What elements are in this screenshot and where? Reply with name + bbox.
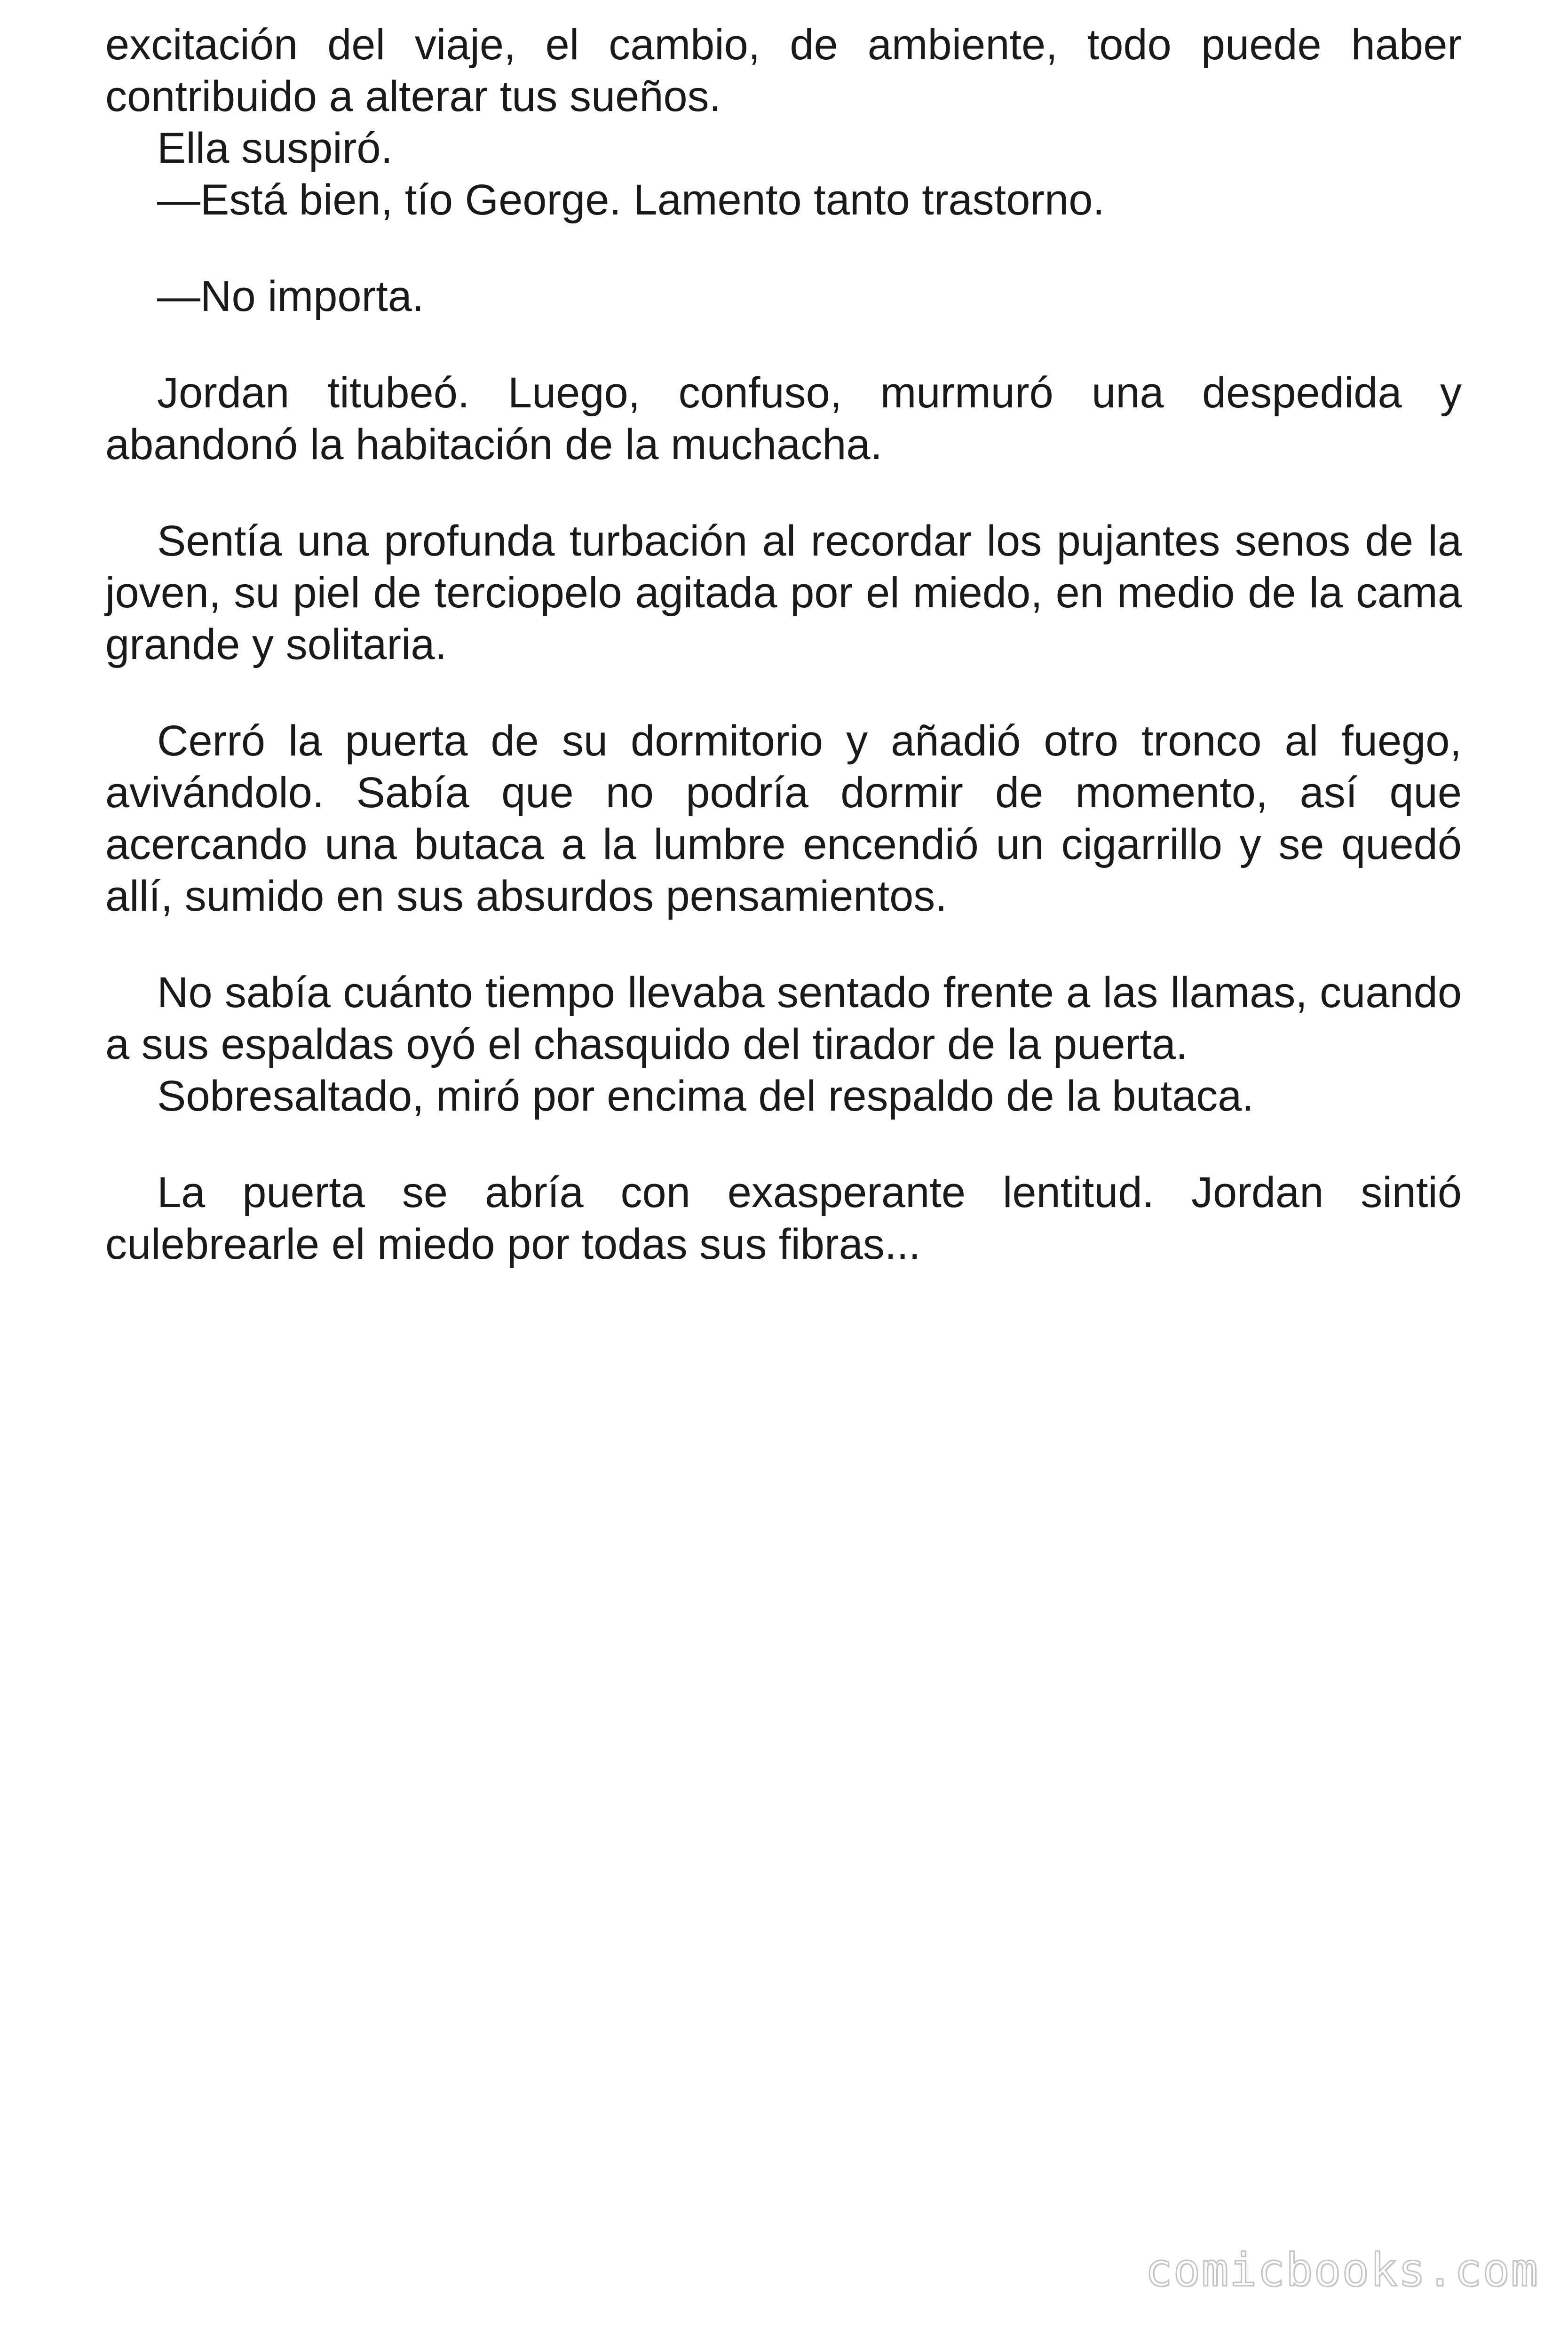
watermark-logo: comicbooks.com (1145, 2244, 1539, 2296)
paragraph: No sabía cuánto tiempo llevaba sentado frente a las llamas, cuando a sus espaldas oyó el chasquido del tirador de la puerta. (105, 969, 1462, 1068)
paragraph: La puerta se abría con exasperante lentitud. Jordan sintió culebrearle el miedo por todas sus fibras... (105, 1168, 1462, 1268)
page-body (105, 19, 1462, 1270)
paragraph: Cerró la puerta de su dormitorio y añadió otro tronco al fuego, avivándolo. Sabía que no podría dormir de momento, así que acercando una butaca a la lumbre encendió un cigarrillo y se quedó allí, sumido en sus absurdos pensamientos. (105, 717, 1462, 920)
paragraph: Sentía una profunda turbación al recordar los pujantes senos de la joven, su piel de terciopelo agitada por el miedo, en medio de la cama grande y solitaria. (105, 517, 1462, 668)
paragraph: Jordan titubeó. Luego, confuso, murmuró una despedida y abandonó la habitación de la muchacha. (105, 369, 1462, 469)
paragraph: excitación del viaje, el cambio, de ambiente, todo puede haber contribuido a alterar tus sueños. (105, 21, 1462, 120)
paragraph: Ella suspiró. (157, 124, 393, 172)
paragraph: —Está bien, tío George. Lamento tanto trastorno. (157, 176, 1105, 224)
paragraph: Sobresaltado, miró por encima del respaldo de la butaca. (157, 1072, 1254, 1120)
paragraph: —No importa. (157, 272, 424, 320)
